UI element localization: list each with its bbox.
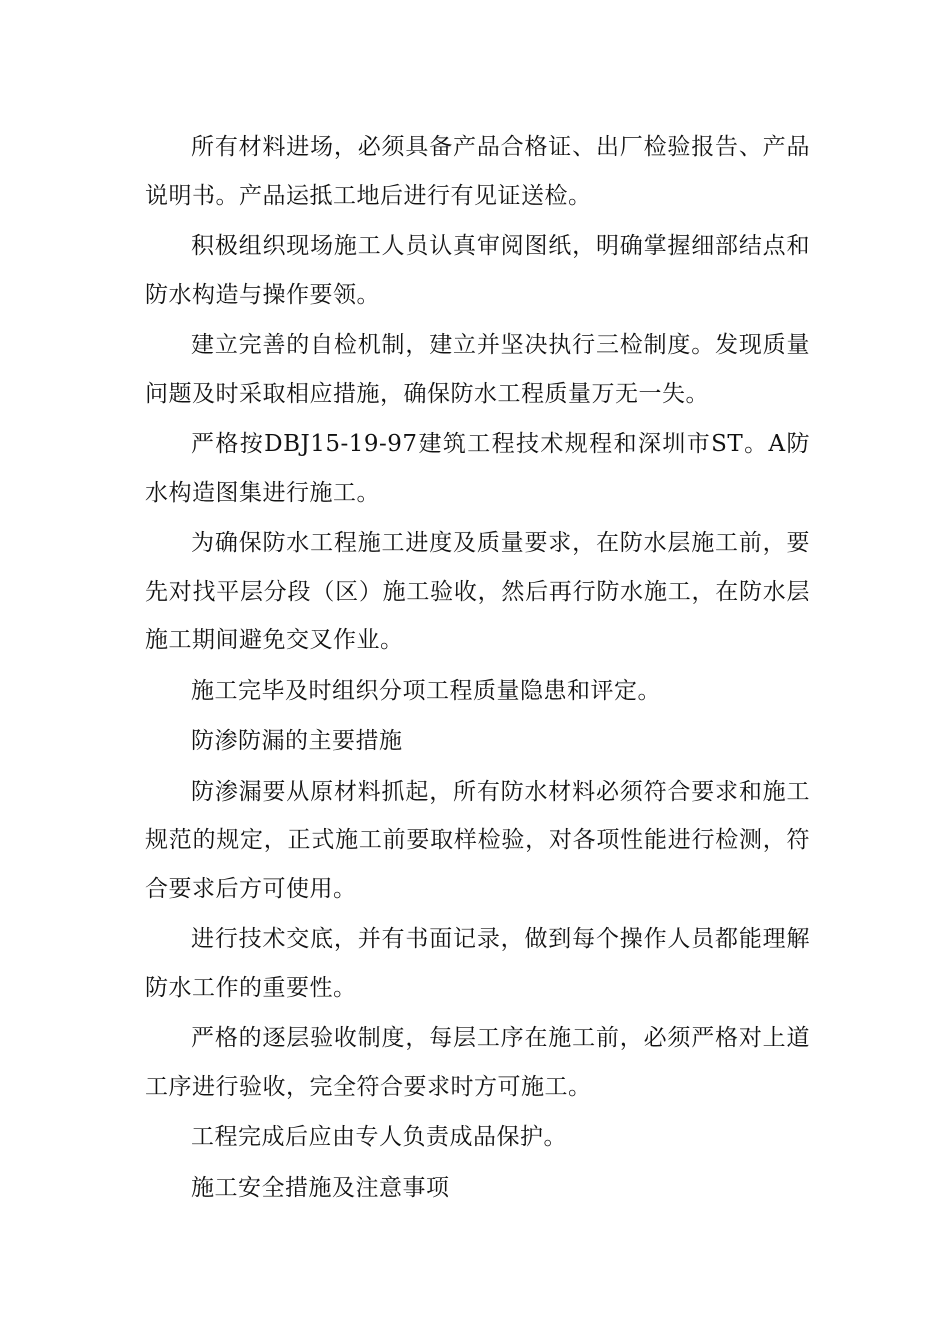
paragraph-progress-quality: 为确保防水工程施工进度及质量要求，在防水层施工前，要先对找平层分段（区）施工验收，然后再行防水施工，在防水层施工期间避免交叉作业。 [145, 530, 810, 653]
paragraph-technical-briefing: 进行技术交底，并有书面记录，做到每个操作人员都能理解防水工作的重要性。 [145, 926, 810, 1001]
paragraph-self-inspection: 建立完善的自检机制，建立并坚决执行三检制度。发现质量问题及时采取相应措施，确保防水工程质量万无一失。 [145, 332, 810, 407]
paragraph-product-protection: 工程完成后应由专人负责成品保护。 [191, 1124, 567, 1150]
paragraph-material-entry: 所有材料进场，必须具备产品合格证、出厂检验报告、产品说明书。产品运抵工地后进行有见证送检。 [145, 134, 810, 209]
document-body [145, 123, 810, 1214]
section-heading-safety-measures: 施工安全措施及注意事项 [191, 1174, 450, 1201]
section-heading-leak-prevention: 防渗防漏的主要措施 [191, 728, 403, 754]
paragraph-layer-acceptance: 严格的逐层验收制度，每层工序在施工前，必须严格对上道工序进行验收，完全符合要求时方可施工。 [145, 1025, 810, 1100]
paragraph-drawing-review: 积极组织现场施工人员认真审阅图纸，明确掌握细部结点和防水构造与操作要领。 [145, 233, 810, 308]
paragraph-raw-materials: 防渗漏要从原材料抓起，所有防水材料必须符合要求和施工规范的规定，正式施工前要取样检验，对各项性能进行检测，符合要求后方可使用。 [145, 778, 810, 902]
paragraph-completion-evaluation: 施工完毕及时组织分项工程质量隐患和评定。 [191, 677, 661, 704]
paragraph-standards: 严格按DBJ15-19-97建筑工程技术规程和深圳市ST。A防水构造图集进行施工。 [145, 431, 810, 506]
